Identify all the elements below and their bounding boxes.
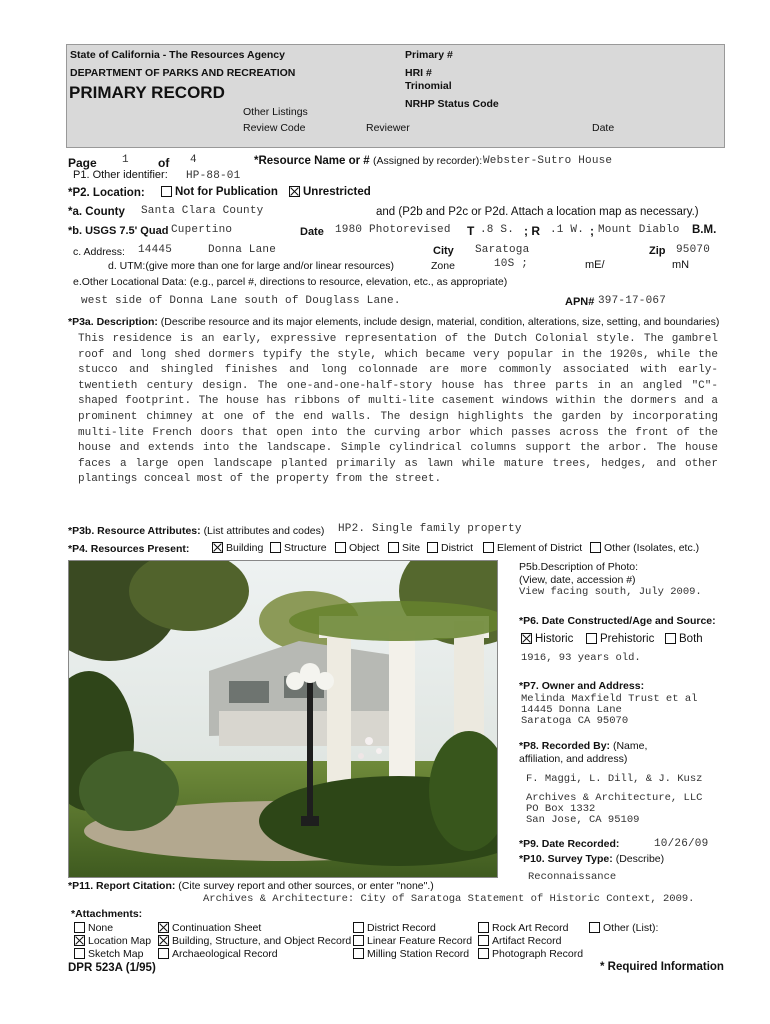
township-value: .8 S. [480, 224, 515, 236]
structure-checkbox[interactable] [270, 542, 281, 553]
usgs-quad-value: Cupertino [171, 224, 233, 236]
meridian-value: Mount Diablo [598, 224, 680, 236]
unrestricted-text: Unrestricted [303, 186, 371, 198]
attach-rock-art-text: Rock Art Record [492, 922, 569, 934]
attach-district-checkbox[interactable] [353, 922, 364, 933]
p10-value: Reconnaissance [528, 871, 617, 883]
structure-text: Structure [284, 542, 327, 554]
address-street: Donna Lane [208, 244, 277, 256]
building-checkbox[interactable] [212, 542, 223, 553]
utm-label: d. UTM:(give more than one for large and/or linear resources) [108, 260, 394, 272]
attach-district-text: District Record [367, 922, 436, 934]
attach-milling-text: Milling Station Record [367, 948, 470, 960]
p4-structure-option[interactable] [270, 542, 327, 554]
attach-continuation-checkbox[interactable] [158, 922, 169, 933]
owner-line-3: Saratoga CA 95070 [521, 715, 629, 727]
p9-label: *P9. Date Recorded: [519, 838, 620, 850]
recorder-line-2: PO Box 1332 [526, 803, 596, 815]
resource-photo [68, 560, 498, 878]
attach-location-map-checkbox[interactable] [74, 935, 85, 946]
attach-sketch-map-option[interactable] [74, 948, 143, 960]
township-label: T [467, 224, 475, 238]
attach-rock-art-checkbox[interactable] [478, 922, 489, 933]
p3a-hint: (Describe resource and its major elements, include design, material, condition, alterations, size, setting, and boundaries) [160, 316, 720, 328]
p6-value: 1916, 93 years old. [521, 652, 641, 664]
prehistoric-checkbox[interactable] [586, 633, 597, 644]
other-locational-label: e.Other Locational Data: (e.g., parcel #, directions to resource, elevation, etc., as appropriate) [73, 276, 508, 288]
city-label: City [433, 245, 454, 257]
p7-label: *P7. Owner and Address: [519, 680, 645, 692]
site-text: Site [402, 542, 421, 554]
resource-name-label: *Resource Name or # [254, 155, 370, 167]
attach-milling-checkbox[interactable] [353, 948, 364, 959]
usgs-quad-label: *b. USGS 7.5' Quad [68, 225, 169, 237]
zone-label: Zone [431, 260, 455, 272]
p10-label: *P10. Survey Type: [519, 853, 613, 865]
required-info-note: * Required Information [600, 961, 724, 973]
attach-location-map-option[interactable] [74, 935, 151, 947]
p2-label: *P2. Location: [68, 187, 145, 199]
attach-artifact-option[interactable] [478, 935, 561, 947]
building-text: Building [226, 542, 264, 554]
historic-checkbox[interactable] [521, 633, 532, 644]
p3b-value: HP2. Single family property [338, 523, 522, 535]
resource-name-hint: (Assigned by recorder): [373, 155, 483, 167]
recorders: F. Maggi, L. Dill, & J. Kusz [526, 773, 703, 785]
both-option[interactable] [665, 633, 703, 645]
zone-value: 10S ; [494, 258, 529, 270]
district-text: District [441, 542, 474, 554]
attach-linear-text: Linear Feature Record [367, 935, 473, 947]
attach-building-record-checkbox[interactable] [158, 935, 169, 946]
attach-sketch-map-text: Sketch Map [88, 948, 144, 960]
p4-object-option[interactable] [335, 542, 379, 554]
attach-continuation-option[interactable] [158, 922, 261, 934]
p11-value: Archives & Architecture: City of Saratoga Statement of Historic Context, 2009. [203, 893, 695, 905]
recorder-line-1: Archives & Architecture, LLC [526, 792, 703, 804]
base-meridian-label: B.M. [692, 224, 717, 236]
p10-heading [519, 853, 664, 865]
form-number: DPR 523A (1/95) [68, 962, 156, 974]
zip-label: Zip [649, 245, 666, 257]
district-checkbox[interactable] [427, 542, 438, 553]
unrestricted-option[interactable] [289, 186, 371, 198]
attach-none-text: None [88, 922, 114, 934]
historic-text: Historic [535, 633, 574, 645]
object-checkbox[interactable] [335, 542, 346, 553]
quad-date-value: 1980 Photorevised [335, 224, 451, 236]
p3b-hint: (List attributes and codes) [203, 525, 325, 537]
quad-date-label: Date [300, 226, 324, 238]
owner-line-2: 14445 Donna Lane [521, 704, 622, 716]
other-isolates-text: Other (Isolates, etc.) [604, 542, 700, 554]
p1-value: HP-88-01 [186, 170, 241, 182]
attach-milling-option[interactable] [353, 948, 469, 960]
p4-district-option[interactable] [427, 542, 473, 554]
attach-artifact-text: Artifact Record [492, 935, 562, 947]
not-for-publication-checkbox[interactable] [161, 186, 172, 197]
attach-rock-art-option[interactable] [478, 922, 568, 934]
attach-archaeological-option[interactable] [158, 948, 278, 960]
attach-none-option[interactable] [74, 922, 113, 934]
page-total: 4 [190, 154, 197, 166]
attach-photograph-option[interactable] [478, 948, 583, 960]
address-label: c. Address: [73, 246, 125, 258]
primary-label: Primary # [405, 49, 453, 61]
attachments-label: *Attachments: [71, 908, 143, 920]
meridian-separator: ; [590, 224, 594, 238]
attach-other-option[interactable] [589, 922, 658, 934]
easting-unit: mE/ [585, 259, 605, 271]
county-label: *a. County [68, 206, 125, 218]
p4-element-option[interactable] [483, 542, 582, 554]
p10-hint: (Describe) [615, 853, 665, 865]
page-label: Page [68, 156, 97, 170]
p3a-description-text: This residence is an early, expressive representation of the Dutch Colonial style. The gambrel roof and long shed dormers typify the style, which became very popular in the 1920s, while the stucco and shingled finishes and long colonnade are more commonly associated with early-twentieth century design. The one-and-one-half-story house has three parts in an angled "C"-shaped footprint. The house has ribbons of multi-lite casement windows within the dormers and a prominent chimney at one of the end walls. The design highlights the garden by incorporating multi-lite French doors that open into the curving arbor which passes across the front of the house and extends into the landscape. Simple cylindrical columns support the arbor. The house faces a large open landscape planted primarily as lawn while mature trees, hedges, and other plantings conceal most of the property from the street. [78, 333, 718, 486]
attach-building-record-option[interactable] [158, 935, 351, 947]
historic-option[interactable] [521, 633, 573, 645]
address-number: 14445 [138, 244, 173, 256]
p1-label: P1. Other identifier: [73, 169, 168, 181]
p11-label: *P11. Report Citation: [68, 880, 176, 892]
review-code-label: Review Code [243, 122, 306, 134]
review-date-label: Date [592, 122, 615, 134]
other-listings-label: Other Listings [243, 106, 308, 118]
p6-label: *P6. Date Constructed/Age and Source: [519, 615, 716, 627]
attach-sketch-map-checkbox[interactable] [74, 948, 85, 959]
p5b-value: View facing south, July 2009. [519, 586, 702, 598]
p3b-label: *P3b. Resource Attributes: [68, 525, 201, 537]
city-value: Saratoga [475, 244, 530, 256]
p4-site-option[interactable] [388, 542, 420, 554]
department-name: DEPARTMENT OF PARKS AND RECREATION [70, 67, 296, 79]
attach-linear-option[interactable] [353, 935, 472, 947]
county-value: Santa Clara County [141, 205, 264, 217]
nrhp-label: NRHP Status Code [405, 98, 499, 110]
attach-district-option[interactable] [353, 922, 436, 934]
element-of-district-text: Element of District [497, 542, 583, 554]
attach-other-checkbox[interactable] [589, 922, 600, 933]
trinomial-label: Trinomial [405, 80, 452, 92]
attach-building-record-text: Building, Structure, and Object Record [172, 935, 352, 947]
both-checkbox[interactable] [665, 633, 676, 644]
range-label: ; R [524, 224, 540, 238]
p4-other-option[interactable] [590, 542, 699, 554]
not-for-publication-text: Not for Publication [175, 186, 278, 198]
resource-name-value: Webster-Sutro House [483, 155, 613, 167]
p4-building-option[interactable] [212, 542, 263, 554]
owner-line-1: Melinda Maxfield Trust et al [521, 693, 698, 705]
range-value: .1 W. [550, 224, 585, 236]
p8-hint-2: affiliation, and address) [519, 753, 628, 765]
other-isolates-checkbox[interactable] [590, 542, 601, 553]
attach-linear-checkbox[interactable] [353, 935, 364, 946]
p8-heading [519, 740, 647, 752]
agency-name: State of California - The Resources Agency [70, 49, 285, 61]
garden-arbor-photo [69, 561, 498, 878]
prehistoric-option[interactable] [586, 633, 654, 645]
attach-continuation-text: Continuation Sheet [172, 922, 262, 934]
p8-label: *P8. Recorded By: [519, 740, 611, 752]
zip-value: 95070 [676, 244, 711, 256]
p11-heading [68, 880, 434, 892]
of-label: of [158, 156, 170, 170]
p5b-label: P5b.Description of Photo: [519, 561, 639, 573]
p8-hint-1: (Name, [612, 740, 648, 752]
p3b-heading [68, 525, 324, 537]
attach-other-text: Other (List): [603, 922, 659, 934]
prehistoric-text: Prehistoric [600, 633, 655, 645]
apn-label: APN# [565, 296, 595, 308]
page-number: 1 [122, 154, 129, 166]
not-for-publication-option[interactable] [161, 186, 278, 198]
p11-hint: (Cite survey report and other sources, or enter "none".) [178, 880, 434, 892]
attach-archaeological-text: Archaeological Record [172, 948, 278, 960]
attach-artifact-checkbox[interactable] [478, 935, 489, 946]
both-text: Both [679, 633, 703, 645]
attach-archaeological-checkbox[interactable] [158, 948, 169, 959]
p3a-label: *P3a. Description: [68, 316, 158, 328]
hri-label: HRI # [405, 67, 432, 79]
p9-value: 10/26/09 [654, 838, 709, 850]
attach-none-checkbox[interactable] [74, 922, 85, 933]
attach-photograph-checkbox[interactable] [478, 948, 489, 959]
unrestricted-checkbox[interactable] [289, 186, 300, 197]
reviewer-label: Reviewer [366, 122, 410, 134]
county-note: and (P2b and P2c or P2d. Attach a location map as necessary.) [376, 206, 699, 218]
p3a-heading [68, 316, 719, 328]
attach-photograph-text: Photograph Record [492, 948, 584, 960]
northing-unit: mN [672, 259, 690, 271]
other-locational-value: west side of Donna Lane south of Douglass Lane. [81, 295, 401, 307]
element-of-district-checkbox[interactable] [483, 542, 494, 553]
attach-location-map-text: Location Map [88, 935, 152, 947]
page-title: PRIMARY RECORD [69, 83, 225, 102]
recorder-line-3: San Jose, CA 95109 [526, 814, 640, 826]
p5b-hint: (View, date, accession #) [519, 574, 636, 586]
site-checkbox[interactable] [388, 542, 399, 553]
p4-label: *P4. Resources Present: [68, 543, 190, 555]
object-text: Object [349, 542, 380, 554]
apn-value: 397-17-067 [598, 295, 667, 307]
